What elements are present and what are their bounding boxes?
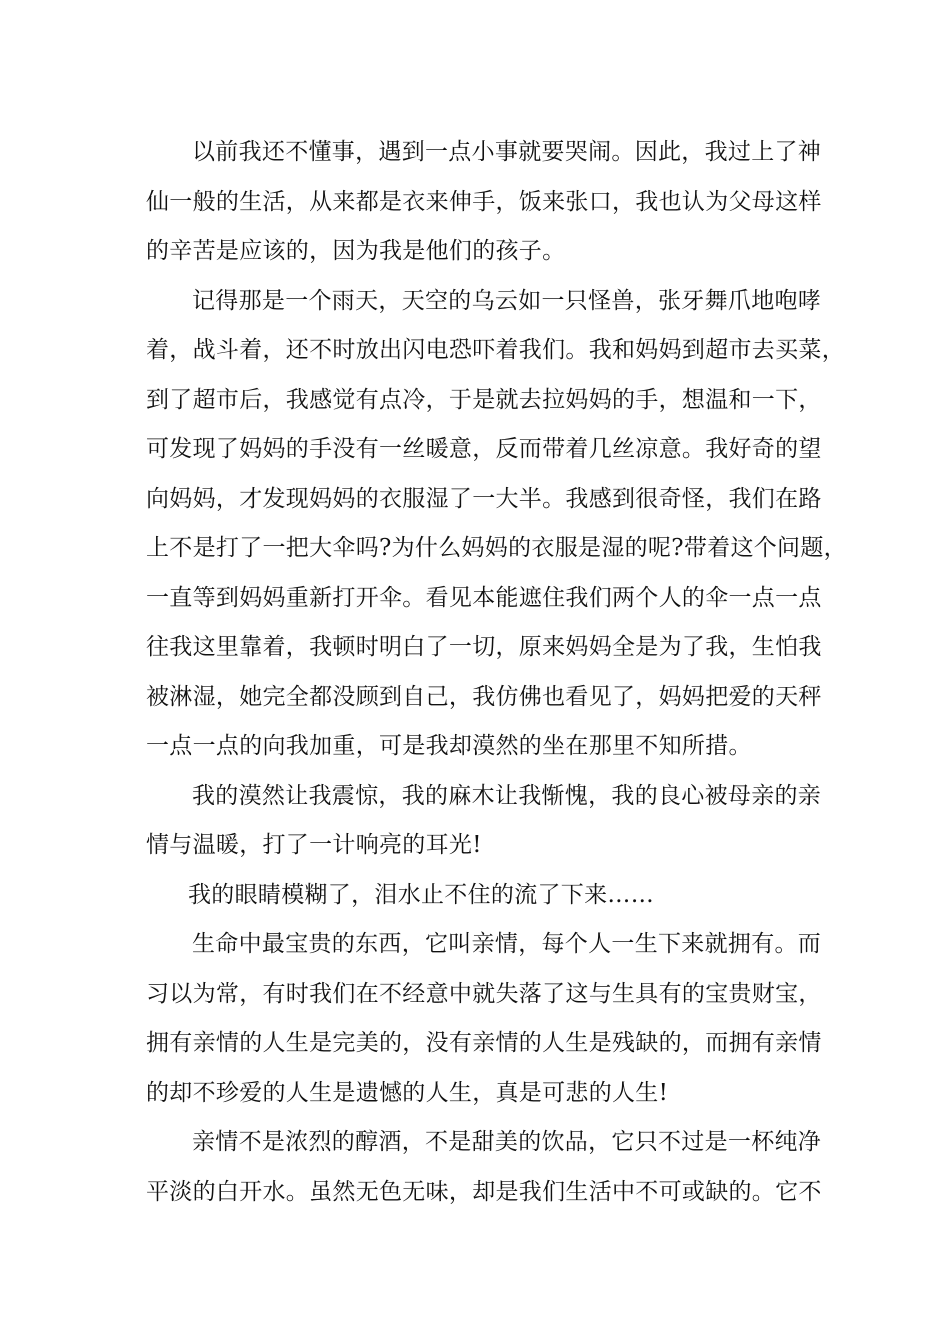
text-line: 拥有亲情的人生是完美的，没有亲情的人生是残缺的，而拥有亲情 (146, 1030, 822, 1056)
text-line: 仙一般的生活，从来都是衣来伸手，饭来张口，我也认为父母这样 (146, 188, 822, 215)
document-body (146, 128, 847, 1217)
text-line: 一点一点的向我加重，可是我却漠然的坐在那里不知所措。 (146, 733, 752, 759)
text-line: 的却不珍爱的人生是遗憾的人生，真是可悲的人生! (146, 1079, 669, 1106)
text-line: 往我这里靠着，我顿时明白了一切，原来妈妈全是为了我，生怕我 (146, 634, 822, 660)
text-line: 的辛苦是应该的，因为我是他们的孩子。 (146, 238, 566, 264)
text-line: 被淋湿，她完全都没顾到自己，我仿佛也看见了，妈妈把爱的天秤 (146, 683, 822, 710)
text-line: 可发现了妈妈的手没有一丝暖意，反而带着几丝凉意。我好奇的望 (146, 436, 822, 462)
text-line: 上不是打了一把大伞吗?为什么妈妈的衣服是湿的呢?带着这个问题， (146, 535, 847, 561)
text-line: 向妈妈，才发现妈妈的衣服湿了一大半。我感到很奇怪，我们在路 (146, 485, 822, 512)
text-line: 平淡的白开水。虽然无色无味，却是我们生活中不可或缺的。它不 (146, 1178, 822, 1205)
text-line: 我的漠然让我震惊，我的麻木让我惭愧，我的良心被母亲的亲 (192, 782, 822, 809)
text-line: 生命中最宝贵的东西，它叫亲情，每个人一生下来就拥有。而 (192, 931, 822, 957)
text-line: 一直等到妈妈重新打开伞。看见本能遮住我们两个人的伞一点一点 (146, 584, 822, 611)
text-line: 记得那是一个雨天，天空的乌云如一只怪兽，张牙舞爪地咆哮 (192, 287, 822, 314)
text-line: 亲情不是浓烈的醇酒，不是甜美的饮品，它只不过是一杯纯净 (192, 1129, 822, 1155)
text-line: 到了超市后，我感觉有点冷，于是就去拉妈妈的手，想温和一下， (146, 386, 822, 413)
text-line: 我的眼睛模糊了，泪水止不住的流了下来…… (188, 881, 654, 908)
text-line: 着，战斗着，还不时放出闪电恐吓着我们。我和妈妈到超市去买菜， (146, 337, 845, 363)
text-line: 以前我还不懂事，遇到一点小事就要哭闹。因此，我过上了神 (192, 139, 822, 165)
text-line: 习以为常，有时我们在不经意中就失落了这与生具有的宝贵财宝， (146, 980, 822, 1007)
text-line: 情与温暖，打了一计响亮的耳光! (146, 832, 482, 858)
